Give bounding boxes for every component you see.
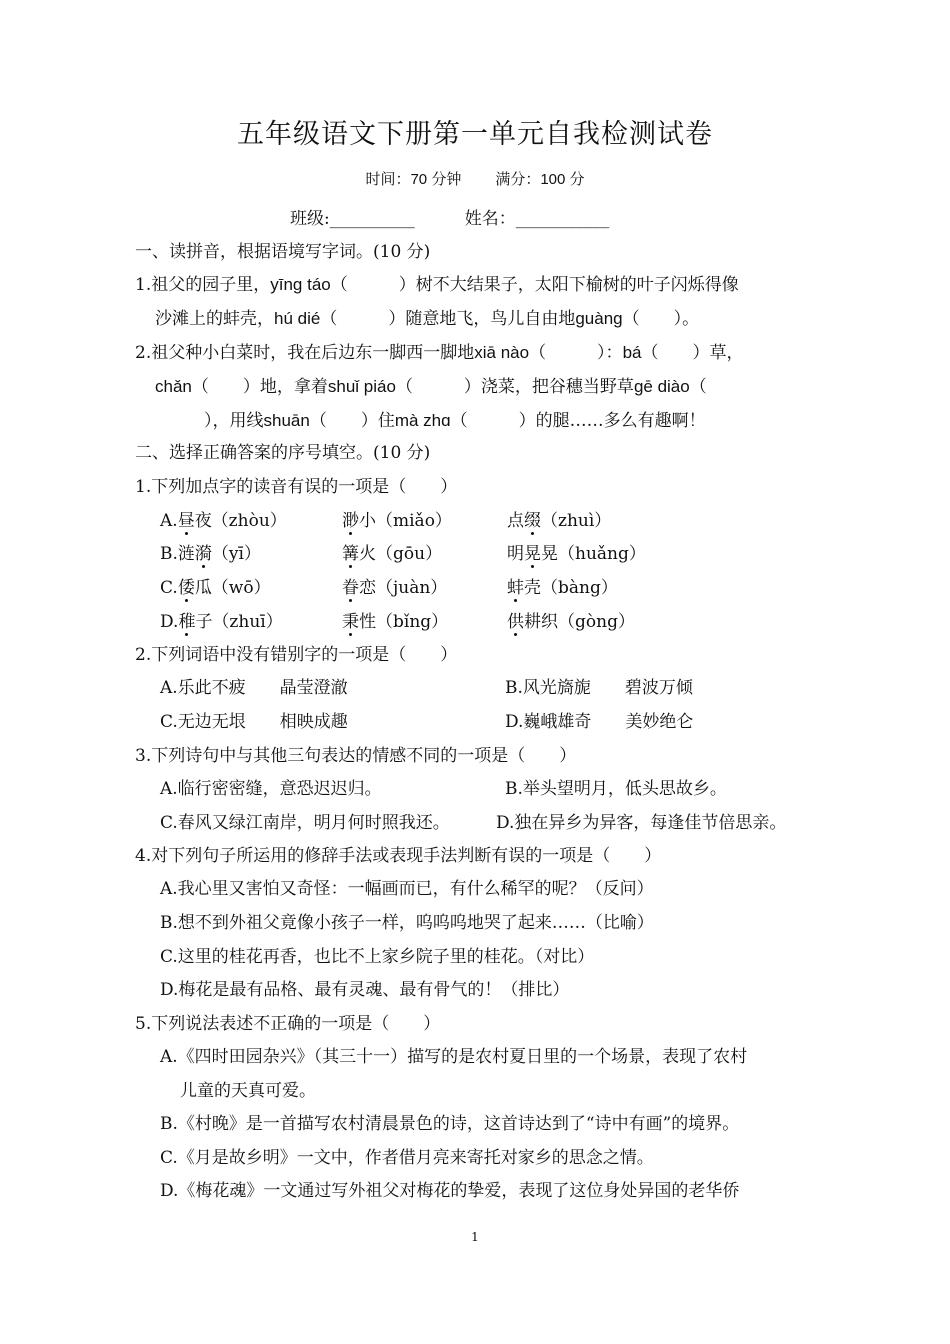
option: B.风光旖旎 碧波万倾 [505, 678, 693, 698]
s2-q2-row-1 [160, 676, 693, 700]
s2-q1-row-d: D.稚子（zhuī） 秉性（bǐng） 供耕织（gòng） [160, 612, 635, 632]
s2-q1-row-c: C.倭瓜（wō） 眷恋（juàn） 蚌壳（bàng） [160, 578, 618, 598]
s2-q2: 2.下列词语中没有错别字的一项是（ ） [135, 645, 458, 665]
s2-q3-row-1 [160, 777, 727, 801]
s2-q5-opt-a-cont: 儿童的天真可爱。 [180, 1081, 316, 1101]
s2-q2-row-2 [160, 710, 693, 734]
dotted-char: 昼 [177, 511, 195, 531]
dotted-char: 篝 [342, 544, 359, 564]
pinyin: mà zhɑ [394, 411, 451, 430]
time-limit: 时间：70 分钟 [365, 171, 462, 188]
s2-q3: 3.下列诗句中与其他三句表达的情感不同的一项是（ ） [135, 746, 577, 766]
s1-q1-line1: 1.祖父的园子里，yīng táo（ ）树不大结果子，太阳下榆树的叶子闪烁得像 [135, 275, 739, 295]
s2-q5-opt-c: C.《月是故乡明》一文中，作者借月亮来寄托对家乡的思念之情。 [160, 1148, 654, 1168]
dotted-char: 倭 [177, 578, 195, 598]
s1-q2-line3: ），用线shuān（ ）住mà zhɑ（ ）的腿……多么有趣啊！ [170, 411, 706, 431]
student-info [290, 207, 609, 231]
page-number: 1 [471, 1230, 479, 1244]
s2-q4-opt-d: D.梅花是最有品格、最有灵魂、最有骨气的！（排比） [160, 980, 570, 1000]
option: C.无边无垠 相映成趣 [160, 712, 348, 732]
option: A.乐此不疲 晶莹澄澈 [160, 678, 348, 698]
s2-q1-row-b: B.涟漪（yī） 篝火（gōu） 明晃晃（huǎng） [160, 544, 646, 564]
option: D.独在异乡为异客，每逢佳节倍思亲。 [496, 813, 787, 833]
pinyin: bá [622, 343, 642, 362]
option: D.巍峨雄奇 美妙绝仑 [505, 712, 694, 732]
pinyin: shuǐ piáo [327, 377, 396, 396]
s2-q5: 5.下列说法表述不正确的一项是（ ） [135, 1014, 441, 1034]
s2-q5-opt-d: D.《梅花魂》一文通过写外祖父对梅花的挚爱，表现了这位身处异国的老华侨 [160, 1181, 740, 1201]
exam-meta [0, 168, 950, 192]
s2-q4: 4.对下列句子所运用的修辞手法或表现手法判断有误的一项是（ ） [135, 846, 662, 866]
dotted-char: 稚 [178, 612, 196, 632]
s1-q1-line2: 沙滩上的蚌壳，hú dié（ ）随意地飞，鸟儿自由地guàng（ ）。 [155, 309, 700, 329]
class-field[interactable]: 班级:__________ [290, 209, 415, 229]
s2-q4-opt-a: A.我心里又害怕又奇怪：一幅画而已，有什么稀罕的呢？（反问） [160, 879, 654, 899]
full-score: 满分：100 分 [495, 171, 585, 188]
pinyin: shuān [263, 411, 310, 430]
section-1-heading: 一、读拼音，根据语境写字词。(10 分) [135, 242, 431, 262]
s2-q3-row-2 [160, 811, 786, 835]
option: B.举头望明月，低头思故乡。 [505, 779, 727, 799]
dotted-char: 眷 [342, 578, 359, 598]
name-field[interactable]: 姓名：___________ [464, 209, 610, 229]
dotted-char: 蚌 [507, 578, 524, 598]
dotted-char: 漪 [194, 544, 212, 564]
s1-q2-line2: chǎn（ ）地，拿着shuǐ piáo（ ）浇菜，把谷穗当野草gē diào（ [155, 377, 707, 397]
page-title: 五年级语文下册第一单元自我检测试卷 [237, 119, 713, 150]
dotted-char: 缀 [524, 511, 541, 531]
s2-q5-opt-a: A.《四时田园杂兴》（其三十一）描写的是农村夏日里的一个场景，表现了农村 [160, 1047, 748, 1067]
dotted-char: 晃 [524, 544, 541, 564]
pinyin: xiā nào [474, 343, 530, 362]
s1-q2-line1: 2.祖父种小白菜时，我在后边东一脚西一脚地xiā nào（ ）：bá（ ）草， [135, 343, 744, 363]
section-2-heading: 二、选择正确答案的序号填空。(10 分) [135, 443, 431, 463]
s2-q5-opt-b: B.《村晚》是一首描写农村清晨景色的诗，这首诗达到了“诗中有画”的境界。 [160, 1114, 740, 1134]
pinyin: guàng [575, 309, 623, 328]
pinyin: gē diào [633, 377, 690, 396]
option: A.临行密密缝，意恐迟迟归。 [160, 779, 382, 799]
pinyin: chǎn [155, 377, 192, 396]
dotted-char: 秉 [342, 612, 359, 632]
s2-q4-opt-b: B.想不到外祖父竟像小孩子一样，呜呜呜地哭了起来……（比喻） [160, 913, 654, 933]
dotted-char: 渺 [342, 511, 359, 531]
s2-q4-opt-c: C.这里的桂花再香，也比不上家乡院子里的桂花。（对比） [160, 947, 595, 967]
pinyin: hú dié [274, 309, 321, 328]
s2-q1-row-a: A.昼夜（zhòu） 渺小（miǎo） 点缀（zhuì） [160, 511, 612, 531]
option: C.春风又绿江南岸，明月何时照我还。 [160, 813, 450, 833]
s2-q1: 1.下列加点字的读音有误的一项是（ ） [135, 477, 458, 497]
pinyin: yīng táo [270, 275, 331, 294]
dotted-char: 供 [507, 612, 524, 632]
